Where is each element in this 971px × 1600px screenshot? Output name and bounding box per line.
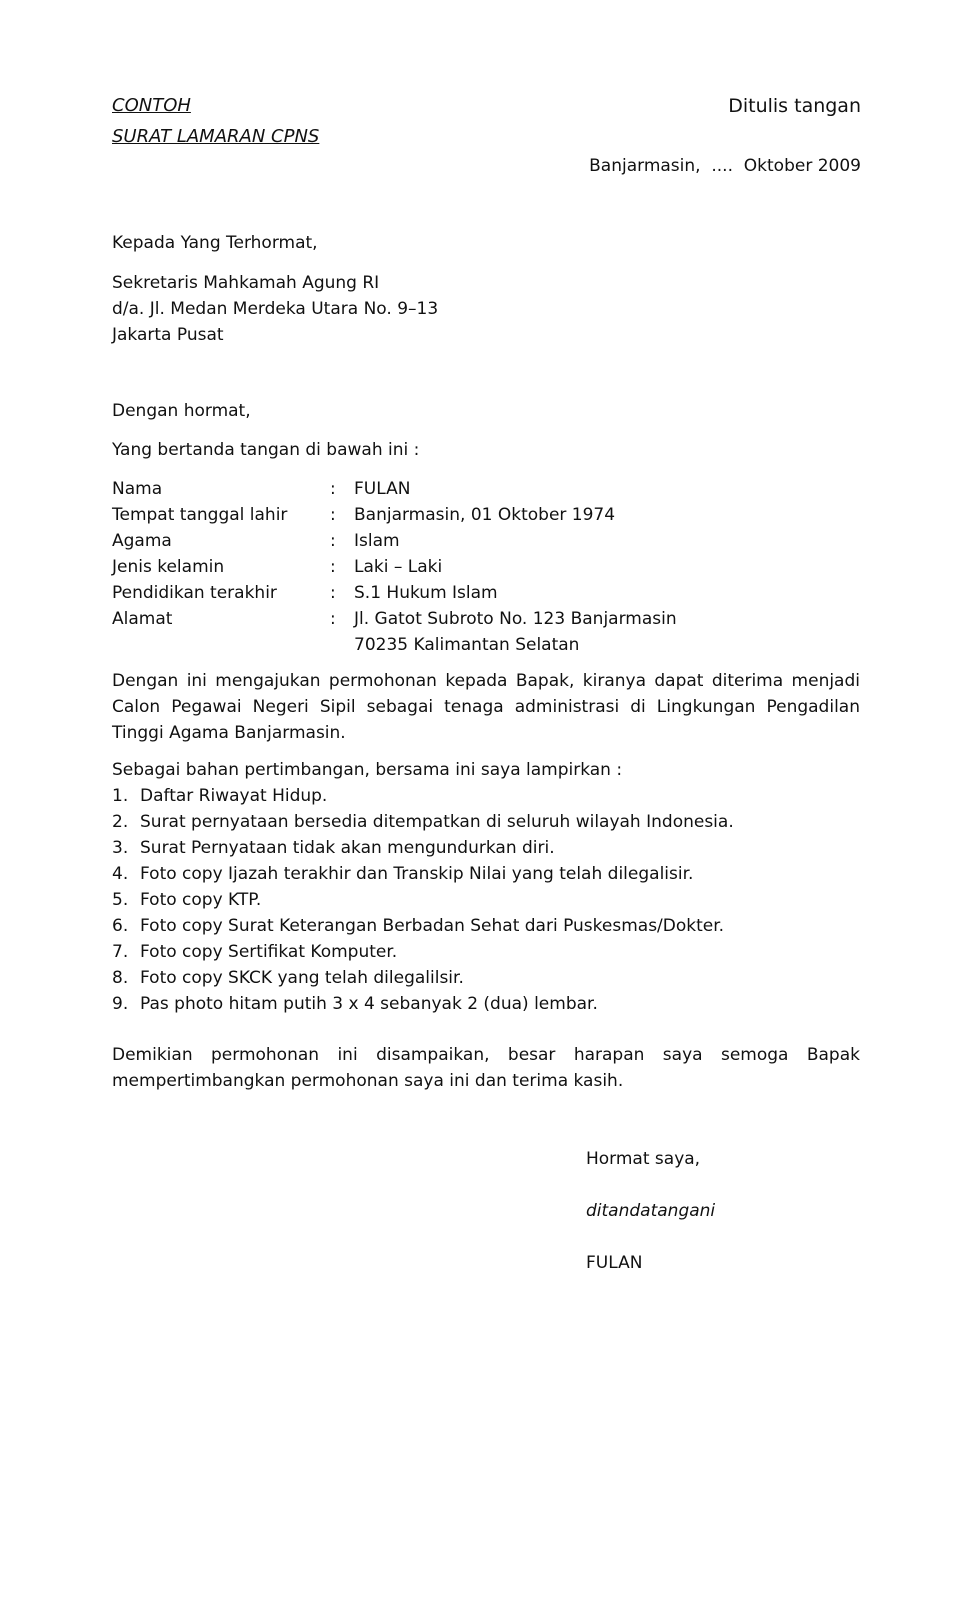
attachments-list (112, 783, 860, 1017)
info-label: Jenis kelamin (112, 557, 225, 577)
recipient-block (112, 230, 860, 348)
info-separator: : (330, 583, 336, 603)
list-text: Foto copy SKCK yang telah dilegalilsir. (140, 968, 464, 988)
info-value: Islam (354, 531, 400, 551)
list-item (112, 913, 860, 939)
list-number: 8. (112, 968, 129, 988)
list-item (112, 965, 860, 991)
info-value (354, 606, 860, 658)
info-separator: : (330, 505, 336, 525)
info-label: Tempat tanggal lahir (112, 505, 288, 525)
list-text: Surat Pernyataan tidak akan mengundurkan diri. (140, 838, 555, 858)
regards-text: Hormat saya, (586, 1149, 701, 1169)
list-item (112, 809, 860, 835)
list-text: Foto copy KTP. (140, 890, 262, 910)
greeting-text: Dengan hormat, (112, 401, 251, 421)
recipient-address-line1: d/a. Jl. Medan Merdeka Utara No. 9–13 (112, 299, 439, 319)
info-value: Banjarmasin, 01 Oktober 1974 (354, 505, 616, 525)
info-label: Alamat (112, 609, 173, 629)
info-row-gender (112, 554, 860, 580)
list-text: Foto copy Sertifikat Komputer. (140, 942, 398, 962)
applicant-info-table (112, 476, 860, 658)
info-value: Laki – Laki (354, 557, 443, 577)
greeting (112, 398, 860, 424)
info-label: Pendidikan terakhir (112, 583, 277, 603)
list-number: 6. (112, 916, 129, 936)
recipient-address-line2: Jakarta Pusat (112, 325, 224, 345)
info-row-religion (112, 528, 860, 554)
list-item (112, 991, 860, 1017)
info-row-nama (112, 476, 860, 502)
info-label: Nama (112, 479, 163, 499)
list-item (112, 887, 860, 913)
recipient-salutation: Kepada Yang Terhormat, (112, 233, 318, 253)
attachments-intro: Sebagai bahan pertimbangan, bersama ini saya lampirkan : (112, 760, 623, 780)
attachments-block (112, 757, 860, 1017)
closing-line2: mempertimbangkan permohonan saya ini dan terima kasih. (112, 1071, 624, 1091)
info-separator: : (330, 479, 336, 499)
closing-paragraph (112, 1042, 860, 1094)
application-paragraph-text: Dengan ini mengajukan permohonan kepada Bapak, kiranya dapat diterima menjadi Calon Pegawai Negeri Sipil sebagai tenaga administrasi di Lingkungan Pengadilan Tinggi Agama Banjarmasin. (112, 671, 860, 743)
info-row-education (112, 580, 860, 606)
list-text: Foto copy Surat Keterangan Berbadan Sehat dari Puskesmas/Dokter. (140, 916, 725, 936)
info-row-birth (112, 502, 860, 528)
closing-line1: Demikian permohonan ini disampaikan, besar harapan saya semoga Bapak (112, 1045, 860, 1065)
handwritten-note: Ditulis tangan (728, 95, 861, 117)
list-item (112, 939, 860, 965)
signature-note: ditandatangani (586, 1201, 716, 1221)
list-number: 7. (112, 942, 129, 962)
list-number: 4. (112, 864, 129, 884)
recipient-name: Sekretaris Mahkamah Agung RI (112, 273, 380, 293)
list-number: 2. (112, 812, 129, 832)
signer-name: FULAN (586, 1253, 643, 1273)
info-separator: : (330, 531, 336, 551)
info-value: S.1 Hukum Islam (354, 583, 498, 603)
list-text: Foto copy Ijazah terakhir dan Transkip Nilai yang telah dilegalisir. (140, 864, 694, 884)
place-date: Banjarmasin, .... Oktober 2009 (589, 156, 861, 176)
list-item (112, 861, 860, 887)
list-number: 3. (112, 838, 129, 858)
info-value: FULAN (354, 479, 411, 499)
application-paragraph (112, 668, 860, 746)
list-number: 9. (112, 994, 129, 1014)
list-item (112, 783, 860, 809)
list-number: 1. (112, 786, 129, 806)
list-text: Surat pernyataan bersedia ditempatkan di seluruh wilayah Indonesia. (140, 812, 734, 832)
intro (112, 437, 860, 463)
example-label: CONTOH (112, 95, 191, 116)
list-text: Daftar Riwayat Hidup. (140, 786, 328, 806)
info-label: Agama (112, 531, 172, 551)
list-item (112, 835, 860, 861)
info-separator: : (330, 609, 336, 629)
info-separator: : (330, 557, 336, 577)
list-text: Pas photo hitam putih 3 x 4 sebanyak 2 (dua) lembar. (140, 994, 598, 1014)
list-number: 5. (112, 890, 129, 910)
intro-text: Yang bertanda tangan di bawah ini : (112, 440, 420, 460)
info-row-address (112, 606, 860, 658)
letter-title: SURAT LAMARAN CPNS (112, 126, 320, 147)
address-line1: Jl. Gatot Subroto No. 123 Banjarmasin (354, 609, 677, 629)
address-line2: 70235 Kalimantan Selatan (354, 635, 580, 655)
